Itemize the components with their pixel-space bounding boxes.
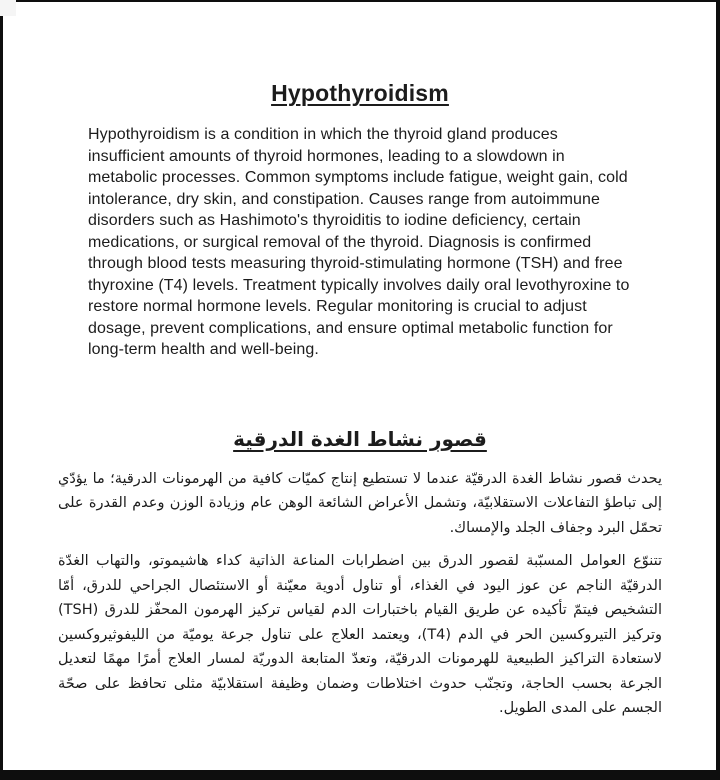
english-paragraph: Hypothyroidism is a condition in which the thyroid gland produces insufficient amounts of thyroid hormones, leading to a slowdown in metabolic processes. Common symptoms include fatigue, weight gain, cold intolerance, dry skin, and constipation. Causes range from autoimmune disorders such as Hashimoto's thyroiditis to iodine deficiency, certain medications, or surgical removal of the thyroid. Diagnosis is confirmed through blood tests measuring thyroid-stimulating hormone (TSH) and free thyroxine (T4) levels. Treatment typically involves daily oral levothyroxine to restore normal hormone levels. Regular monitoring is crucial to adjust dosage, prevent complications, and ensure optimal metabolic function for long-term health and well-being. bbox=[88, 126, 630, 358]
arabic-paragraph-2: تتنوّع العوامل المسبّبة لقصور الدرق بين اضطرابات المناعة الذاتية كداء هاشيموتو، والتهاب الغدّة الدرقيّة الناجم عن عوز اليود في الغذاء، أو تناول أدوية معيّنة أو الاستئصال الجراحي للدرق، أمّا التشخيص فيتمّ تأكيده عن طريق القيام باختبارات الدم لقياس تركيز الهرمون المحفّز للدرق (TSH) وتركيز التيروكسين الحر في الدم (T4)، ويعتمد العلاج على تناول جرعة يوميّة من الليفوثيروكسين لاستعادة التراكيز الطبيعية للهرمونات الدرقيّة، وتعدّ المتابعة الدوريّة لمسار العلاج أمرًا مهمًا لتعديل الجرعة بحسب الحاجة، وتجنّب حدوث اختلاطات وضمان وظيفة استقلابيّة مثلى تحافظ على صحّة الجسم على المدى الطويل. bbox=[58, 553, 662, 716]
english-title: Hypothyroidism bbox=[271, 80, 449, 106]
arabic-title: قصور نشاط الغدة الدرقية bbox=[233, 426, 487, 451]
scan-edge-left bbox=[0, 0, 3, 780]
scan-corner-notch bbox=[0, 0, 16, 16]
scan-edge-top bbox=[0, 0, 720, 2]
scan-edge-right bbox=[716, 0, 720, 780]
scan-edge-bottom bbox=[0, 770, 720, 780]
arabic-paragraph-1: يحدث قصور نشاط الغدة الدرقيّة عندما لا تستطيع إنتاج كميّات كافية من الهرمونات الدرقية؛ ما يؤدّي إلى تباطؤ التفاعلات الاستقلابيّة، وتشمل الأعراض الشائعة الوهن عام وزيادة الوزن وعدم القدرة على تحمّل البرد وجفاف الجلد والإمساك. bbox=[58, 470, 662, 536]
